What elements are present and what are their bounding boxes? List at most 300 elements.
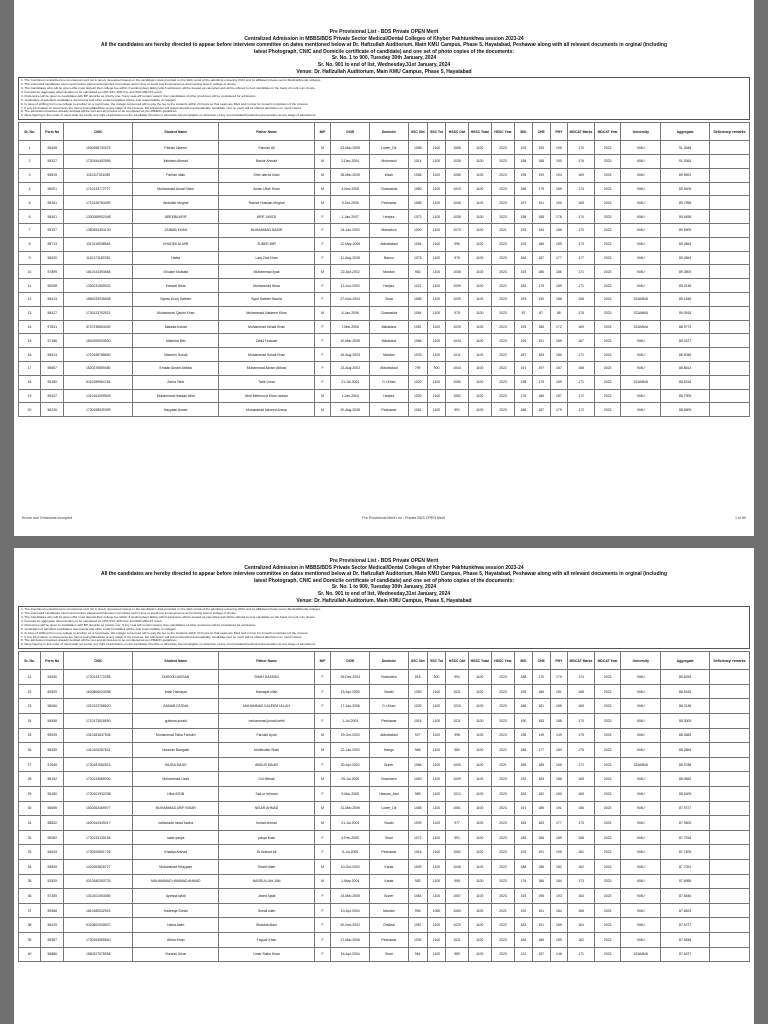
table-cell: 2023 bbox=[491, 816, 514, 831]
table-cell: 189 bbox=[550, 918, 568, 933]
table-cell: 14 bbox=[19, 320, 41, 334]
table-cell: 2023 bbox=[594, 816, 621, 831]
table-cell: 57305 bbox=[41, 889, 64, 904]
table-cell: 1610141393665 bbox=[64, 265, 133, 279]
column-header: Deficiency/ remarks bbox=[709, 652, 749, 670]
table-cell: KMU bbox=[621, 786, 661, 801]
table-cell: 185 bbox=[550, 699, 568, 714]
table-cell: 977 bbox=[446, 816, 468, 831]
table-cell: 58832 bbox=[41, 816, 64, 831]
table-cell: 2023 bbox=[491, 265, 514, 279]
table-cell: M bbox=[314, 772, 331, 787]
table-cell: 1086 bbox=[408, 292, 427, 306]
table-cell: 1730181582516 bbox=[64, 757, 133, 772]
table-cell: F bbox=[314, 292, 331, 306]
table-cell: 19 bbox=[19, 389, 41, 403]
table-cell: 186 bbox=[532, 320, 550, 334]
table-row bbox=[19, 801, 750, 816]
table-cell: 170 bbox=[568, 141, 595, 155]
table-row bbox=[19, 279, 750, 293]
table-cell: F bbox=[314, 830, 331, 845]
table-cell: 171 bbox=[568, 947, 595, 962]
table-cell: 1620806024938 bbox=[64, 684, 133, 699]
table-cell: 7 bbox=[19, 224, 41, 238]
table-cell: 31 bbox=[19, 816, 41, 831]
table-cell: 189 bbox=[515, 757, 533, 772]
table-cell: 1029 bbox=[408, 389, 427, 403]
table-cell: 167 bbox=[568, 334, 595, 348]
table-cell: 191 bbox=[532, 918, 550, 933]
table-cell: 13-Aug-2002 bbox=[331, 361, 370, 375]
table-cell: 2023 bbox=[594, 757, 621, 772]
table-cell: M bbox=[314, 801, 331, 816]
table-cell: 1011 bbox=[446, 348, 468, 362]
table-cell bbox=[709, 320, 749, 334]
table-cell: 1100 bbox=[427, 830, 446, 845]
table-cell: 1100 bbox=[427, 155, 446, 169]
table-cell: 183 bbox=[532, 714, 550, 729]
table-cell: 1520278559480 bbox=[64, 361, 133, 375]
table-cell: Zahid Hussain bbox=[219, 334, 314, 348]
table-cell: 2023 bbox=[594, 237, 621, 251]
table-cell: 188 bbox=[515, 210, 533, 224]
table-row bbox=[19, 334, 750, 348]
table-cell: ZUBER MIR bbox=[219, 237, 314, 251]
table-cell: 176 bbox=[515, 389, 533, 403]
table-cell: 187 bbox=[532, 403, 550, 417]
table-cell: Hiba ASVB bbox=[133, 786, 219, 801]
table-cell: 190 bbox=[532, 292, 550, 306]
table-cell: 171 bbox=[568, 279, 595, 293]
column-header: Student Name bbox=[133, 123, 219, 141]
table-cell: F bbox=[314, 845, 331, 860]
column-header: BIO bbox=[515, 652, 533, 670]
table-cell: 21-Jul-2004 bbox=[331, 816, 370, 831]
table-cell: 169 bbox=[568, 786, 595, 801]
table-cell: 170 bbox=[550, 670, 568, 685]
table-cell: 2023 bbox=[594, 251, 621, 265]
table-cell: 54943 bbox=[41, 845, 64, 860]
table-cell: F bbox=[314, 670, 331, 685]
table-cell: 88.9046 bbox=[661, 348, 710, 362]
table-cell: 1530266730475 bbox=[64, 141, 133, 155]
table-row bbox=[19, 859, 750, 874]
table-cell: 88.0788 bbox=[661, 757, 710, 772]
table-cell: 6110159964764 bbox=[64, 375, 133, 389]
table-cell: 2023 bbox=[594, 786, 621, 801]
table-cell: 20-Nov-2002 bbox=[331, 918, 370, 933]
note-line: 7. If any information or documents are found wrong/fake/false at any stage of the process, the admission will stand cancelled automatically, candidate next on merit will be offered admission on merit/ choice. bbox=[21, 106, 303, 110]
table-cell: KMU bbox=[621, 361, 661, 375]
table-cell: 1310161509949 bbox=[64, 389, 133, 403]
table-cell: 184 bbox=[515, 251, 533, 265]
table-cell: AREEBA ARIF bbox=[133, 210, 219, 224]
table-cell: D.I.Khan bbox=[370, 375, 409, 389]
table-cell: 1730101932038 bbox=[64, 786, 133, 801]
table-cell: 900 bbox=[427, 361, 446, 375]
venue-line: Venue: Dr. Hafizullah Auditorium, Main KMU Campus, Phase 5, Hayatabad bbox=[296, 68, 472, 75]
table-cell: 89.5909 bbox=[661, 224, 710, 238]
table-cell: 1100 bbox=[427, 196, 446, 210]
table-cell: 1540299093530 bbox=[64, 334, 133, 348]
table-cell: Mohmand bbox=[370, 155, 409, 169]
table-cell: 87 bbox=[532, 306, 550, 320]
table-cell: 2023 bbox=[491, 334, 514, 348]
table-cell: 189 bbox=[550, 182, 568, 196]
table-cell: 1046 bbox=[446, 859, 468, 874]
table-cell: 191 bbox=[515, 361, 533, 375]
table-cell: 185 bbox=[532, 757, 550, 772]
table-cell: Muhammad Sohail Khan bbox=[219, 348, 314, 362]
table-cell: Gul Mehak bbox=[219, 772, 314, 787]
table-cell: 172 bbox=[550, 320, 568, 334]
table-cell: NISAR AHMAD bbox=[219, 801, 314, 816]
table-cell: 1100 bbox=[427, 918, 446, 933]
table-cell: 1720133772298 bbox=[64, 670, 133, 685]
table-cell: 1039 bbox=[446, 292, 468, 306]
table-cell: 1066 bbox=[408, 334, 427, 348]
table-cell: 195 bbox=[550, 141, 568, 155]
table-cell: 2023 bbox=[594, 699, 621, 714]
table-cell: 59049 bbox=[41, 728, 64, 743]
table-cell: 1100 bbox=[427, 714, 446, 729]
table-cell: 2023 bbox=[491, 141, 514, 155]
table-cell: 1720143689030 bbox=[64, 772, 133, 787]
table-cell: SZAMMU bbox=[621, 306, 661, 320]
table-cell: Bashir Ahmad bbox=[219, 155, 314, 169]
table-cell: 58359 bbox=[41, 743, 64, 758]
table-cell: 1063 bbox=[446, 903, 468, 918]
table-cell: 87.6546 bbox=[661, 932, 710, 947]
table-cell: Rashid Hussain Mughal bbox=[219, 196, 314, 210]
table-cell: 1029 bbox=[408, 375, 427, 389]
table-cell: 149 bbox=[532, 728, 550, 743]
table-cell: M bbox=[314, 874, 331, 889]
table-cell: Farhan Naeem bbox=[133, 141, 219, 155]
table-cell: Muhammad Talha Farrukh bbox=[133, 728, 219, 743]
table-cell: 87.9727 bbox=[661, 801, 710, 816]
table-cell: M bbox=[314, 389, 331, 403]
column-header: Sr. No. bbox=[19, 652, 41, 670]
table-cell: Hamayat ullah bbox=[219, 684, 314, 699]
table-cell: 169 bbox=[568, 699, 595, 714]
table-cell: Abbottabad bbox=[370, 237, 409, 251]
table-cell: 162 bbox=[568, 932, 595, 947]
table-cell: Umar Salim Khan bbox=[219, 947, 314, 962]
table-cell: Orakzai bbox=[370, 918, 409, 933]
table-cell: KMU bbox=[621, 265, 661, 279]
table-cell: 1100 bbox=[427, 265, 446, 279]
document-title: Pre Provisional List - BDS Private OPEN Merit bbox=[329, 29, 439, 35]
table-cell: 1100 bbox=[468, 224, 491, 238]
table-cell: 1029 bbox=[446, 918, 468, 933]
table-cell: Ayesha Iqbal bbox=[133, 889, 219, 904]
table-cell: 181 bbox=[532, 699, 550, 714]
table-cell: M bbox=[314, 265, 331, 279]
table-cell: 15 bbox=[19, 334, 41, 348]
column-header: CNIC bbox=[64, 123, 133, 141]
table-cell: F bbox=[314, 684, 331, 699]
table-cell bbox=[709, 306, 749, 320]
table-cell: 2023 bbox=[491, 196, 514, 210]
table-cell: 995 bbox=[446, 874, 468, 889]
table-cell: 964 bbox=[408, 947, 427, 962]
table-cell bbox=[709, 830, 749, 845]
table-cell: ABDUS MAJID bbox=[219, 757, 314, 772]
table-cell: Malaika Irshad bbox=[133, 320, 219, 334]
table-cell: 10-Oct-2003 bbox=[331, 859, 370, 874]
table-cell: 186 bbox=[515, 403, 533, 417]
table-cell: Laiq Zad Khan bbox=[219, 251, 314, 265]
table-cell: 9 bbox=[19, 251, 41, 265]
table-cell: 176 bbox=[550, 210, 568, 224]
note-line: 1. The Combined centralized pre provisional merit list is purely developed based on the candidate's data provided on the Web portal of the admitting university KMU and its affiliated private sector Medical/Dental colleges. bbox=[21, 79, 322, 83]
table-cell: 14-Mar-2005 bbox=[331, 889, 370, 904]
table-cell: 991 bbox=[446, 403, 468, 417]
table-cell: 189 bbox=[550, 279, 568, 293]
table-cell: KMU bbox=[621, 237, 661, 251]
table-cell: F bbox=[314, 889, 331, 904]
table-cell: 1330231559932 bbox=[64, 279, 133, 293]
table-cell: KMU bbox=[621, 182, 661, 196]
table-cell: 54530 bbox=[41, 670, 64, 685]
table-cell: 89.9409 bbox=[661, 182, 710, 196]
table-cell: 1100 bbox=[427, 279, 446, 293]
table-cell: 983 bbox=[408, 874, 427, 889]
table-cell: 89.6455 bbox=[661, 210, 710, 224]
table-cell: 2023 bbox=[491, 375, 514, 389]
table-cell: DURIYA HASSAN bbox=[133, 670, 219, 685]
page-footer bbox=[22, 516, 746, 520]
table-row bbox=[19, 757, 750, 772]
table-cell: 1100 bbox=[468, 859, 491, 874]
table-cell: 1011 bbox=[446, 714, 468, 729]
table-cell: 2023 bbox=[491, 830, 514, 845]
table-cell: Sharif Ullah bbox=[219, 859, 314, 874]
table-cell: M bbox=[314, 306, 331, 320]
table-header-row bbox=[19, 652, 750, 670]
table-cell: 10-Mar-2005 bbox=[331, 334, 370, 348]
table-cell: 1-May-2004 bbox=[331, 874, 370, 889]
table-cell: 188 bbox=[515, 670, 533, 685]
table-cell: 1005 bbox=[446, 757, 468, 772]
table-cell: 183 bbox=[532, 348, 550, 362]
table-cell: 1100 bbox=[468, 932, 491, 947]
table-cell: Nouman Bangash bbox=[133, 743, 219, 758]
table-cell: 1100 bbox=[427, 845, 446, 860]
table-cell: 2023 bbox=[594, 155, 621, 169]
table-cell: 2021 bbox=[491, 224, 514, 238]
table-cell: 1100 bbox=[427, 743, 446, 758]
table-cell: 1100 bbox=[468, 816, 491, 831]
table-cell: 1100 bbox=[468, 210, 491, 224]
table-cell: 57831 bbox=[41, 320, 64, 334]
table-cell: 1560233035638 bbox=[64, 292, 133, 306]
table-cell: 2022 bbox=[491, 918, 514, 933]
table-cell: Peshawar bbox=[370, 714, 409, 729]
table-cell: 20-Aug-2005 bbox=[331, 403, 370, 417]
table-cell: 975 bbox=[446, 251, 468, 265]
table-cell: 1036 bbox=[446, 265, 468, 279]
table-cell: KMU bbox=[621, 772, 661, 787]
note-line: 3. The Candidates who will be given offer must deposit their college fee within 3 working days failing which admission will be treated as cancelled and will be offered to next candidate on the basis of merit cum choice. bbox=[21, 86, 316, 90]
table-cell: 55001 bbox=[41, 182, 64, 196]
table-cell: 171 bbox=[568, 265, 595, 279]
note-line: 9. Mere figuring in this order of merit shall not confer any right of admission on the candidate if he/she is otherwise found ineligible on detection of any error/mistake/fraud/misrepresentation at any stage of admissions. bbox=[21, 643, 317, 647]
note-line: 8. The admission timelines already decided will be met and all process to be completed as per PM&DC guidelines. bbox=[21, 110, 178, 114]
table-cell: 1350453494130 bbox=[64, 224, 133, 238]
table-cell: 176 bbox=[515, 874, 533, 889]
table-cell: 1100 bbox=[468, 182, 491, 196]
column-header: M/F bbox=[314, 652, 331, 670]
table-cell: 186 bbox=[550, 772, 568, 787]
table-cell: Sher darraz khan bbox=[219, 168, 314, 182]
table-cell: 27 bbox=[19, 757, 41, 772]
table-cell: 1710198788660 bbox=[64, 348, 133, 362]
table-cell: 2023 bbox=[594, 889, 621, 904]
table-cell: 2 bbox=[19, 155, 41, 169]
table-cell: F bbox=[314, 320, 331, 334]
table-cell bbox=[709, 224, 749, 238]
table-cell: 2023 bbox=[594, 168, 621, 182]
table-cell: 170 bbox=[532, 670, 550, 685]
table-cell: 989 bbox=[446, 947, 468, 962]
note-line: 1. The Combined centralized pre provisional merit list is purely developed based on the candidate's data provided on the Web portal of the admitting university KMU and its affiliated private sector Medical/Dental colleges. bbox=[21, 608, 322, 612]
table-cell: 1100 bbox=[468, 684, 491, 699]
table-cell: 184 bbox=[515, 932, 533, 947]
table-cell: M bbox=[314, 182, 331, 196]
table-cell: 1100 bbox=[427, 728, 446, 743]
column-header: Student Name bbox=[133, 652, 219, 670]
table-row bbox=[19, 155, 750, 169]
table-cell: Farrukh Ayub bbox=[219, 728, 314, 743]
column-header: Domicile bbox=[370, 652, 409, 670]
table-cell: 58192 bbox=[41, 772, 64, 787]
table-cell: 2021 bbox=[491, 903, 514, 918]
table-cell bbox=[709, 816, 749, 831]
table-cell: 58401 bbox=[41, 210, 64, 224]
table-cell: 2022 bbox=[491, 859, 514, 874]
table-cell: 1100 bbox=[468, 889, 491, 904]
table-cell: 195 bbox=[532, 889, 550, 904]
column-header: DOB bbox=[331, 123, 370, 141]
column-header: HSSC Obt bbox=[446, 123, 468, 141]
table-cell: 191 bbox=[532, 196, 550, 210]
table-cell: F bbox=[314, 334, 331, 348]
table-cell: Ghulam Mustafa bbox=[133, 265, 219, 279]
table-cell bbox=[709, 918, 749, 933]
table-cell: 88.7909 bbox=[661, 389, 710, 403]
table-cell bbox=[709, 874, 749, 889]
table-cell: 55327 bbox=[41, 155, 64, 169]
table-cell: 87.5727 bbox=[661, 918, 710, 933]
table-cell: 172 bbox=[568, 757, 595, 772]
table-cell: 186 bbox=[532, 265, 550, 279]
table-cell: 2023 bbox=[491, 292, 514, 306]
note-line: 9. Mere figuring in this order of merit shall not confer any right of admission on the candidate if he/she is otherwise found ineligible on detection of any error/mistake/fraud/misrepresentation at any stage of admissions. bbox=[21, 114, 317, 118]
table-cell: 88.9773 bbox=[661, 320, 710, 334]
table-cell: 56419 bbox=[41, 918, 64, 933]
table-cell: 2023 bbox=[594, 182, 621, 196]
table-cell: F bbox=[314, 714, 331, 729]
table-cell: 1100 bbox=[468, 361, 491, 375]
column-header: HSSC Year bbox=[491, 652, 514, 670]
table-cell: 991 bbox=[446, 670, 468, 685]
table-row bbox=[19, 816, 750, 831]
table-cell: KMU bbox=[621, 889, 661, 904]
table-cell: 1051 bbox=[408, 320, 427, 334]
table-cell: F bbox=[314, 224, 331, 238]
table-cell: 180 bbox=[550, 348, 568, 362]
table-cell: 190 bbox=[550, 155, 568, 169]
table-cell: 1009 bbox=[446, 279, 468, 293]
column-header: CNIC bbox=[64, 652, 133, 670]
table-cell: 173 bbox=[568, 816, 595, 831]
table-cell: 189 bbox=[550, 932, 568, 947]
table-cell: 1068 bbox=[408, 168, 427, 182]
table-cell: 17-Jan-2006 bbox=[331, 699, 370, 714]
table-cell: 87.6546 bbox=[661, 889, 710, 904]
table-cell: 168 bbox=[568, 830, 595, 845]
table-cell: 1068 bbox=[408, 801, 427, 816]
table-cell: 1050 bbox=[446, 375, 468, 389]
table-row bbox=[19, 699, 750, 714]
table-cell: 55657 bbox=[41, 361, 64, 375]
table-cell: Muhammad Asnaf Shinn bbox=[133, 182, 219, 196]
table-cell: 89.4864 bbox=[661, 251, 710, 265]
table-cell: 192 bbox=[515, 903, 533, 918]
table-cell: 7-Mar-2006 bbox=[331, 320, 370, 334]
table-cell: Afsha Khan bbox=[133, 932, 219, 947]
table-cell: 146 bbox=[550, 947, 568, 962]
table-row bbox=[19, 918, 750, 933]
table-cell: KMU bbox=[621, 903, 661, 918]
table-cell: 2023 bbox=[491, 403, 514, 417]
table-cell: 166 bbox=[568, 801, 595, 816]
table-cell: 28-Mar-2005 bbox=[331, 168, 370, 182]
table-cell: KMU bbox=[621, 801, 661, 816]
table-cell: 193 bbox=[515, 237, 533, 251]
table-cell: 2023 bbox=[594, 389, 621, 403]
table-cell: 1013 bbox=[446, 786, 468, 801]
table-cell: 22 bbox=[19, 684, 41, 699]
table-cell bbox=[709, 389, 749, 403]
table-cell: 2023 bbox=[491, 947, 514, 962]
table-cell: 32 bbox=[19, 830, 41, 845]
table-cell: 87 bbox=[515, 306, 533, 320]
table-cell: 1053 bbox=[408, 684, 427, 699]
table-cell: 26 bbox=[19, 743, 41, 758]
table-cell: 172 bbox=[568, 403, 595, 417]
table-cell: 11 bbox=[19, 279, 41, 293]
table-cell: Wazir bbox=[370, 168, 409, 182]
table-cell: KMU bbox=[621, 684, 661, 699]
pdf-page-1 bbox=[14, 0, 754, 536]
table-cell: 60529 bbox=[41, 684, 64, 699]
table-cell: 1100 bbox=[427, 684, 446, 699]
table-cell: 2023 bbox=[594, 728, 621, 743]
table-cell: 58066 bbox=[41, 699, 64, 714]
table-cell: 13-Jun-2003 bbox=[331, 279, 370, 293]
table-cell: 1100 bbox=[468, 251, 491, 265]
table-cell: 56226 bbox=[41, 403, 64, 417]
table-cell: 23-Mar-2005 bbox=[331, 141, 370, 155]
table-cell: 87.7091 bbox=[661, 859, 710, 874]
note-line: 6. In case of shifting from one college to another on a merit base, the college concerned will re-pay the fee to the students within 24 hours so that seats are filled well in time for smooth completion of the process. bbox=[21, 631, 309, 635]
table-cell: 799 bbox=[408, 361, 427, 375]
notes-box bbox=[18, 606, 750, 649]
table-cell: Abid Mehmood Khan radoon bbox=[219, 389, 314, 403]
